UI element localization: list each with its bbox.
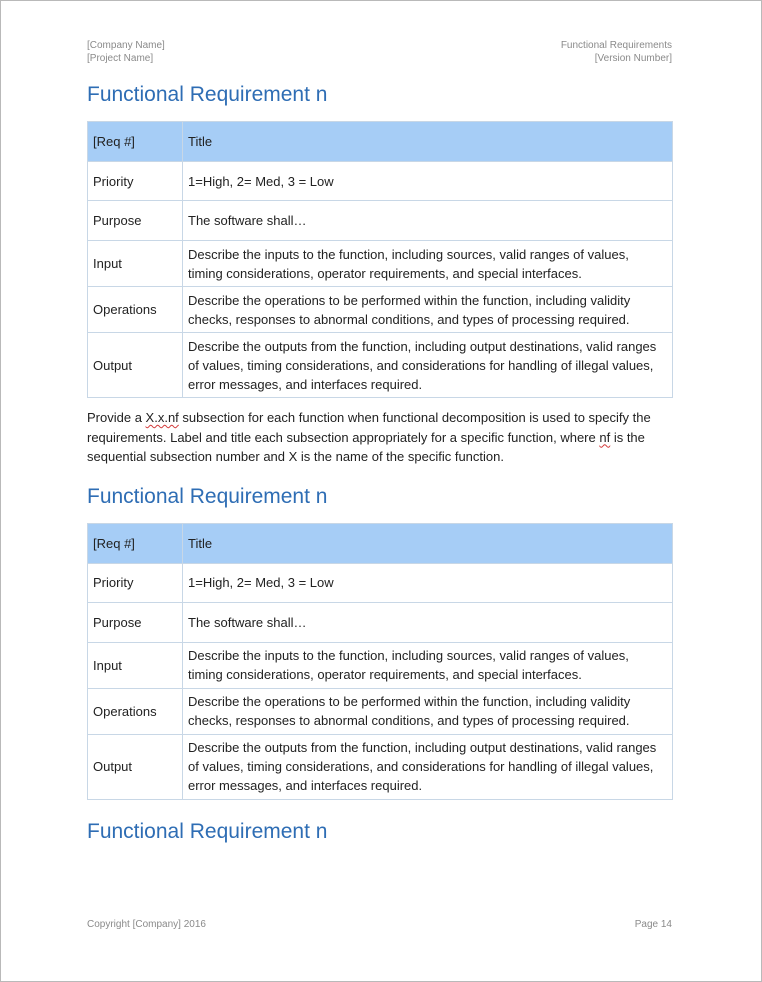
table-row xyxy=(88,241,673,287)
row-value: Describe the inputs to the function, including sources, valid ranges of values, timing considerations, operator requirements, and special interfaces. xyxy=(183,642,673,688)
page-content xyxy=(87,81,673,846)
version-number: [Version Number] xyxy=(594,53,672,64)
section-heading: Functional Requirement n xyxy=(87,484,328,508)
section-heading: Functional Requirement n xyxy=(87,83,328,106)
row-value: Describe the operations to be performed within the function, including validity checks, responses to abnormal conditions, and types of processing required. xyxy=(183,688,673,734)
document-title: Functional Requirements xyxy=(560,40,672,51)
row-label: Priority xyxy=(88,563,183,602)
misspelled-word: X.x.nf xyxy=(145,410,179,425)
table-row xyxy=(88,287,673,333)
row-label: Output xyxy=(88,734,183,799)
requirement-table xyxy=(87,121,673,398)
row-value: Describe the outputs from the function, including output destinations, valid ranges of values, timing considerations, and considerations for handling of illegal values, error messages, and interfaces required. xyxy=(183,734,673,799)
row-label: Input xyxy=(88,642,183,688)
footer-copyright: Copyright [Company] 2016 xyxy=(87,919,206,930)
row-value: The software shall… xyxy=(183,602,673,642)
req-title-cell: Title xyxy=(183,523,673,563)
company-name: [Company Name] xyxy=(87,40,165,51)
row-label: Operations xyxy=(88,688,183,734)
req-number-cell: [Req #] xyxy=(88,122,183,162)
row-label: Priority xyxy=(88,162,183,201)
header-right xyxy=(561,39,672,65)
req-title-cell: Title xyxy=(183,122,673,162)
misspelled-word: nf xyxy=(599,429,611,445)
table-header-row xyxy=(88,523,673,563)
table-row xyxy=(88,201,673,241)
row-label: Purpose xyxy=(88,602,183,642)
section-heading: Functional Requirement n xyxy=(87,819,328,843)
row-value: Describe the inputs to the function, including sources, valid ranges of values, timing considerations, operator requirements, and special interfaces. xyxy=(183,241,673,287)
paragraph-text: subsection for each function when functional decomposition is used to specify the requirements. Label and title each subsection appropriately for a specific function, where xyxy=(87,410,651,445)
row-value: Describe the operations to be performed within the function, including validity checks, responses to abnormal conditions, and types of processing required. xyxy=(183,287,673,333)
row-label: Input xyxy=(88,241,183,287)
row-label: Output xyxy=(88,333,183,398)
row-value: 1=High, 2= Med, 3 = Low xyxy=(183,563,673,602)
table-row xyxy=(88,642,673,688)
body-paragraph xyxy=(87,408,673,467)
req-number-cell: [Req #] xyxy=(88,523,183,563)
table-header-row xyxy=(88,122,673,162)
row-label: Purpose xyxy=(88,201,183,241)
table-row xyxy=(88,333,673,398)
table-row xyxy=(88,563,673,602)
table-row xyxy=(88,602,673,642)
project-name: [Project Name] xyxy=(87,53,154,64)
row-value: Describe the outputs from the function, including output destinations, valid ranges of values, timing considerations, and considerations for handling of illegal values, error messages, and interfaces required. xyxy=(183,333,673,398)
table-row xyxy=(88,162,673,201)
table-row xyxy=(88,688,673,734)
table-row xyxy=(88,734,673,799)
requirement-table xyxy=(87,523,673,800)
row-value: The software shall… xyxy=(183,201,673,241)
header-left xyxy=(87,39,165,65)
row-value: 1=High, 2= Med, 3 = Low xyxy=(183,162,673,201)
paragraph-text: Provide a xyxy=(87,410,146,425)
row-label: Operations xyxy=(88,287,183,333)
footer-page-number: Page 14 xyxy=(634,919,672,930)
paragraph-text: is the sequential subsection number and X is the name of the specific function. xyxy=(87,429,645,464)
